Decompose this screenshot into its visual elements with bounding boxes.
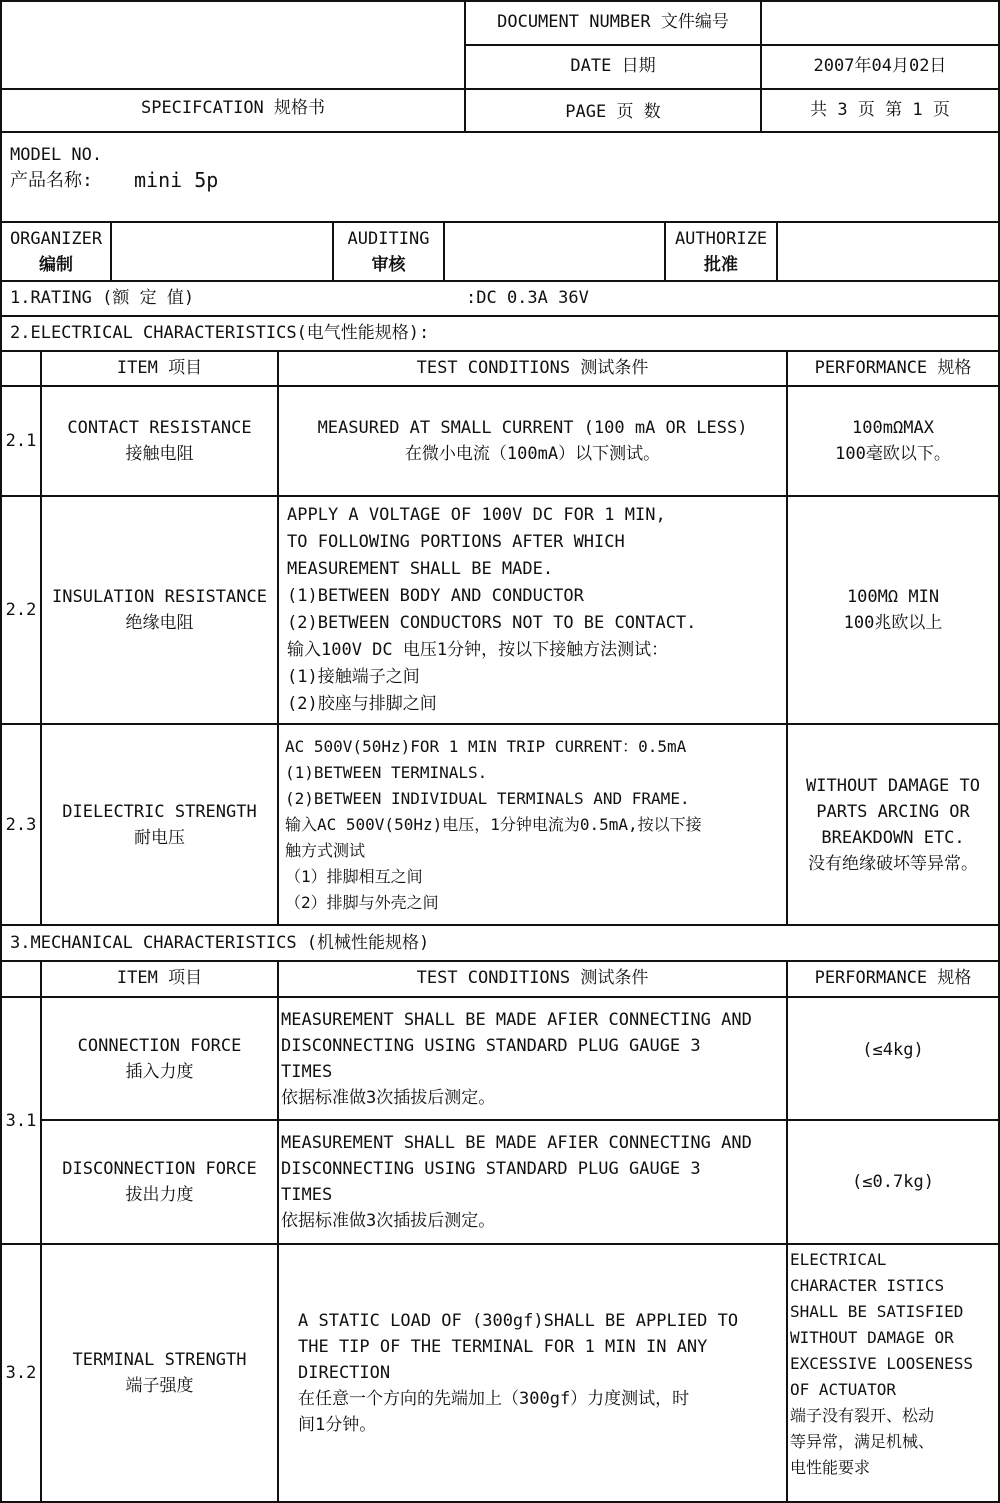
test-line: THE TIP OF THE TERMINAL FOR 1 MIN IN ANY [298,1337,708,1357]
organizer-label-cn: 编制 [39,254,73,275]
perf-line: 电性能要求 [790,1458,871,1477]
test-line: (2)BETWEEN CONDUCTORS NOT TO BE CONTACT. [287,613,697,633]
perf-line: SHALL BE SATISFIED [790,1302,964,1321]
test-line: (1)BETWEEN TERMINALS. [285,763,488,782]
test-line: （2）排脚与外壳之间 [285,893,439,912]
row-number-text: 2.3 [5,814,37,835]
test-line: 在微小电流（100mA）以下测试。 [404,444,661,464]
item-name-en: DIELECTRIC STRENGTH [62,801,257,822]
test-line: 输入AC 500V(50Hz)电压，1分钟电流为0.5mA,按以下接 [285,815,702,834]
item-cell [42,725,277,924]
electrical-section-title: 2.ELECTRICAL CHARACTERISTICS(电气性能规格): [10,323,430,343]
authorize-label-en: AUTHORIZE [674,228,768,249]
electrical-col-perf: PERFORMANCE 规格 [814,358,972,378]
perf-line: 没有绝缘破坏等异常。 [808,853,978,874]
perf-line: WITHOUT DAMAGE OR [790,1328,954,1347]
divider [277,960,279,1503]
mechanical-col-test: TEST CONDITIONS 测试条件 [416,968,649,988]
perf-line: (≤4kg) [862,1040,924,1060]
test-line: （1）排脚相互之间 [285,867,423,886]
test-line: DISCONNECTING USING STANDARD PLUG GAUGE 3 [281,1035,701,1056]
perf-line: 100兆欧以上 [843,613,943,633]
test-line: MEASUREMENT SHALL BE MADE. [287,559,554,579]
divider [776,221,778,281]
page-label: PAGE 页 数 [565,102,661,122]
row-number [2,387,40,495]
divider [0,280,1000,282]
test-line: AC 500V(50Hz)FOR 1 MIN TRIP CURRENT：0.5mA [285,737,687,756]
rating-label: 1.RATING (额 定 值) [10,288,195,308]
auditing-cell [334,223,443,280]
test-line: 输入100V DC 电压1分钟，按以下接触方法测试： [287,640,669,660]
doc-number-label: DOCUMENT NUMBER 文件编号 [497,12,729,32]
test-conditions-cell [298,1245,784,1501]
test-line: MEASUREMENT SHALL BE MADE AFIER CONNECTING AND [281,1009,752,1030]
test-line: 间1分钟。 [298,1415,377,1435]
border-top [0,0,1000,2]
item-cell [42,1121,277,1243]
electrical-col-test: TEST CONDITIONS 测试条件 [416,358,649,378]
item-name-en: TERMINAL STRENGTH [72,1350,247,1370]
divider [0,960,1000,962]
spec-title: SPECIFCATION 规格书 [140,98,326,118]
test-line: (2)胶座与排脚之间 [287,694,437,714]
test-line: A STATIC LOAD OF (300gf)SHALL BE APPLIED TO [298,1311,739,1331]
row-number-text: 2.1 [5,431,37,451]
test-line: TIMES [281,1185,333,1205]
mechanical-col-perf: PERFORMANCE 规格 [814,968,972,988]
date-value: 2007年04月02日 [813,56,947,76]
perf-line: 100MΩ MIN [846,587,940,607]
test-line: 依据标准做3次插拔后测定。 [281,1211,496,1231]
perf-line: EXCESSIVE LOOSENESS [790,1354,974,1373]
performance-cell [788,387,998,495]
item-name-en: DISCONNECTION FORCE [62,1159,257,1179]
item-cell [42,387,277,495]
item-name-cn: 绝缘电阻 [125,613,194,633]
organizer-cell [2,223,110,280]
auditing-label-en: AUDITING [347,228,430,249]
model-label-cn: 产品名称: [10,170,93,191]
perf-line: BREAKDOWN ETC. [821,827,965,848]
test-line: TIMES [281,1061,333,1082]
item-name-en: CONNECTION FORCE [77,1035,242,1056]
item-name-en: CONTACT RESISTANCE [67,418,252,438]
divider [0,131,1000,133]
row-number [2,1245,40,1501]
test-conditions-cell [287,500,784,720]
test-line: 在任意一个方向的先端加上（300gf）力度测试，时 [298,1389,690,1409]
divider [464,44,1000,46]
row-number-text: 2.2 [5,600,37,620]
item-cell [42,497,277,723]
test-conditions-cell [281,998,784,1119]
authorize-label-cn: 批准 [704,254,738,275]
test-line: (2)BETWEEN INDIVIDUAL TERMINALS AND FRAME. [285,789,690,808]
performance-cell [790,1247,998,1499]
test-line: (1)接触端子之间 [287,667,420,687]
perf-line: PARTS ARCING OR [816,801,970,822]
test-line: TO FOLLOWING PORTIONS AFTER WHICH [287,532,625,552]
test-line: DIRECTION [298,1363,391,1383]
performance-cell [788,1121,998,1243]
row-number-text: 3.1 [5,1110,37,1131]
auditing-label-cn: 审核 [371,254,406,275]
model-label-en: MODEL NO. [10,145,103,165]
test-conditions-cell [279,387,786,495]
divider [0,315,1000,317]
perf-line: ELECTRICAL [790,1250,887,1269]
item-cell [42,998,277,1119]
perf-line: OF ACTUATOR [790,1380,896,1399]
item-name-cn: 接触电阻 [125,444,194,464]
performance-cell [788,998,998,1102]
item-name-cn: 拔出力度 [125,1185,194,1205]
row-number [2,725,40,924]
mechanical-section-title: 3.MECHANICAL CHARACTERISTICS (机械性能规格) [10,933,430,953]
test-line: (1)BETWEEN BODY AND CONDUCTOR [287,586,584,606]
perf-line: 100mΩMAX [852,418,934,438]
test-line: 依据标准做3次插拔后测定。 [281,1087,496,1108]
perf-line: CHARACTER ISTICS [790,1276,945,1295]
divider [443,221,445,281]
divider [0,350,1000,352]
perf-line: 等异常，满足机械、 [790,1432,935,1451]
performance-cell [788,497,998,723]
authorize-cell [666,223,776,280]
perf-line: WITHOUT DAMAGE TO [806,775,980,796]
perf-line: (≤0.7kg) [852,1172,934,1192]
test-line: APPLY A VOLTAGE OF 100V DC FOR 1 MIN, [287,505,666,525]
divider [0,221,1000,223]
divider [0,924,1000,926]
row-number [2,497,40,723]
perf-line: 100毫欧以下。 [835,444,951,464]
item-name-cn: 耐电压 [134,827,185,848]
electrical-col-item: ITEM 项目 [116,358,203,378]
test-line: MEASURED AT SMALL CURRENT (100 mA OR LESS) [317,418,748,438]
perf-line: 端子没有裂开、松动 [790,1406,935,1425]
rating-value: :DC 0.3A 36V [466,288,589,308]
test-line: DISCONNECTING USING STANDARD PLUG GAUGE 3 [281,1159,701,1179]
item-name-cn: 插入力度 [125,1061,194,1082]
row-number-text: 3.2 [5,1363,37,1383]
test-line: MEASUREMENT SHALL BE MADE AFIER CONNECTING AND [281,1133,752,1153]
item-cell [42,1245,277,1501]
performance-cell [788,725,998,924]
page-value: 共 3 页 第 1 页 [810,100,950,120]
row-number [2,998,40,1243]
test-conditions-cell [281,1121,784,1243]
divider [110,221,112,281]
organizer-label-en: ORGANIZER [9,228,103,249]
mechanical-col-item: ITEM 项目 [116,968,203,988]
date-label: DATE 日期 [570,56,656,76]
item-name-cn: 端子强度 [125,1376,194,1396]
item-name-en: INSULATION RESISTANCE [52,587,267,607]
test-conditions-cell [285,728,784,922]
model-value: mini 5p [134,168,219,192]
test-line: 触方式测试 [285,841,366,860]
divider [0,88,1000,90]
